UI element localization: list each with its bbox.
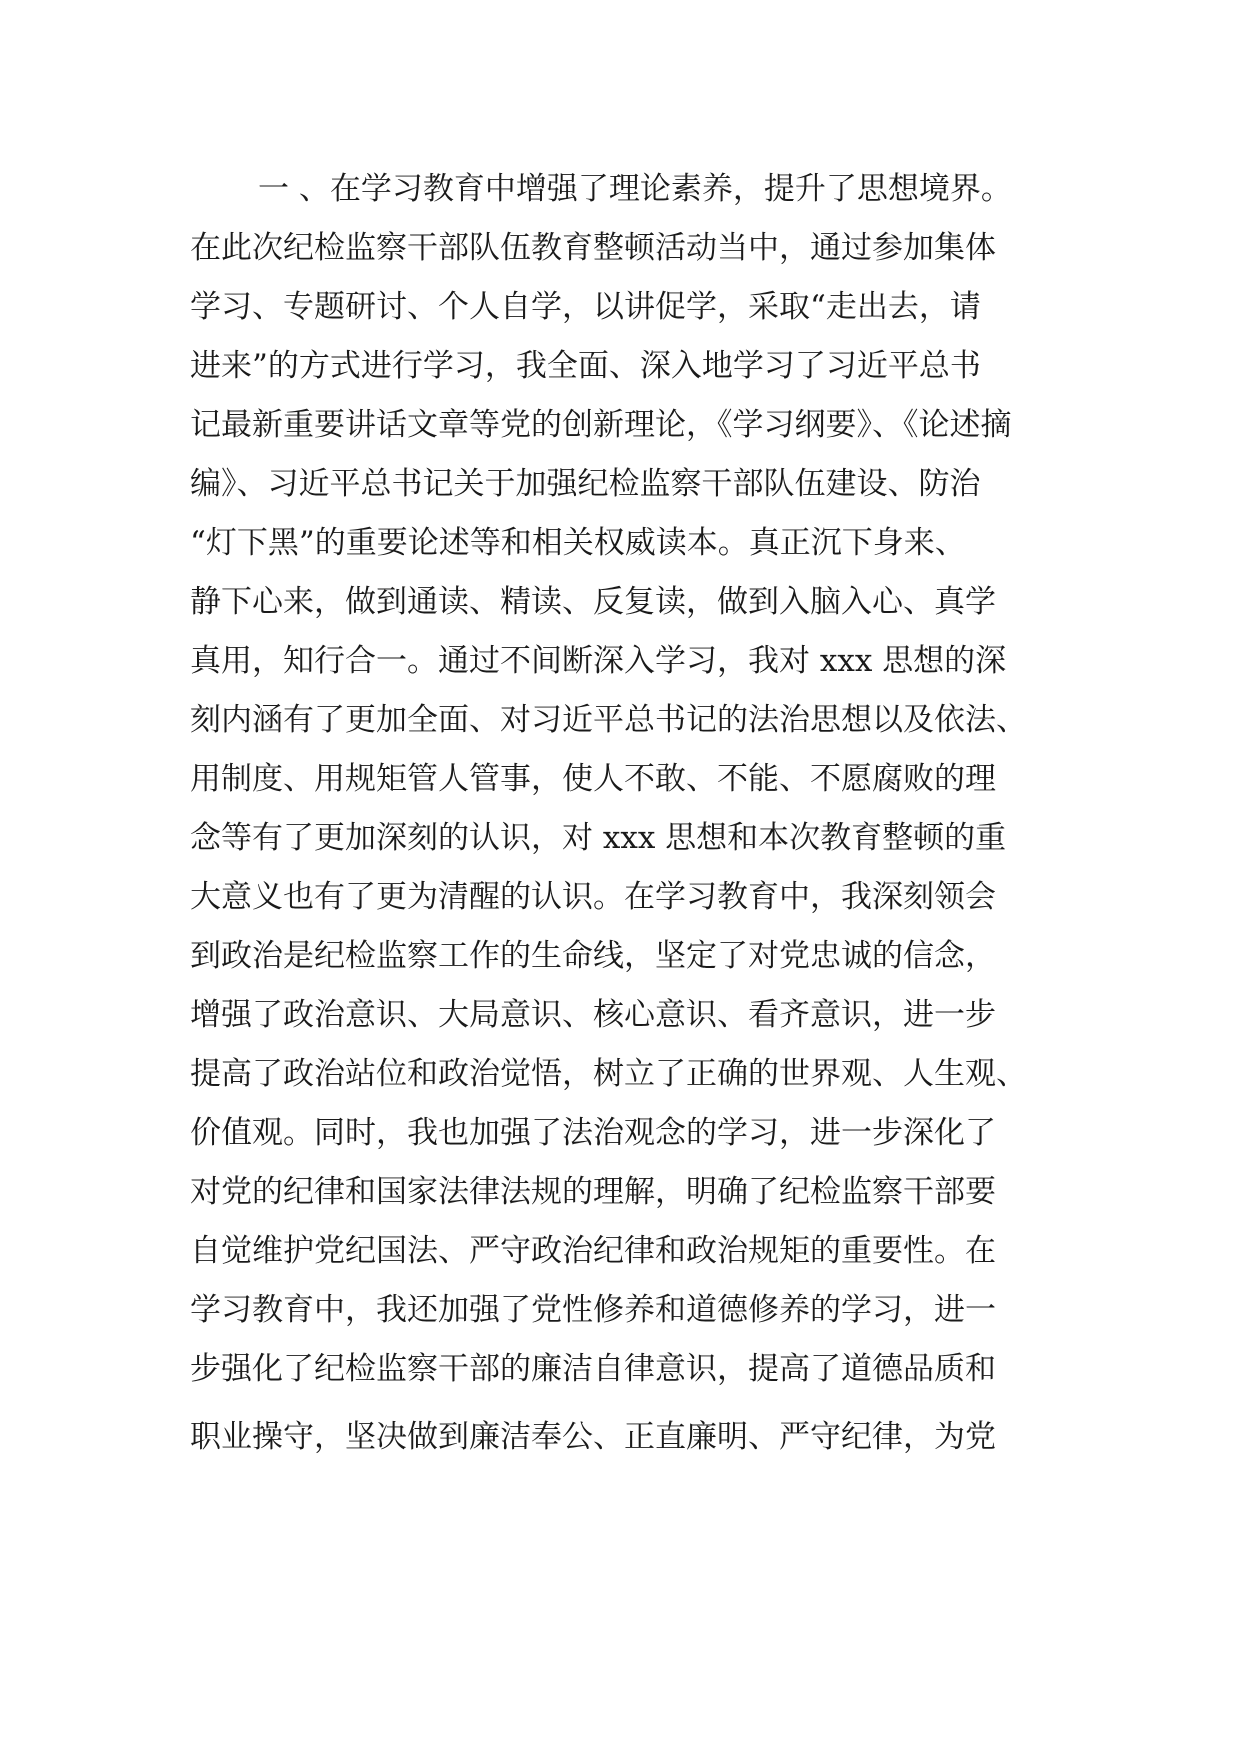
paragraph-line: 自觉维护党纪国法、严守政治纪律和政治规矩的重要性。在 <box>190 1233 996 1269</box>
paragraph-line: 记最新重要讲话文章等党的创新理论，《学习纲要》、《论述摘 <box>190 407 1012 443</box>
paragraph-line: 增强了政治意识、大局意识、核心意识、看齐意识，进一步 <box>190 997 996 1033</box>
paragraph-line: 对党的纪律和国家法律法规的理解，明确了纪检监察干部要 <box>190 1174 996 1210</box>
paragraph-line: 提高了政治站位和政治觉悟，树立了正确的世界观、人生观、 <box>190 1056 1027 1092</box>
paragraph-line: 进来”的方式进行学习，我全面、深入地学习了习近平总书 <box>190 348 981 384</box>
paragraph-line: 编》、习近平总书记关于加强纪检监察干部队伍建设、防治 <box>190 466 981 502</box>
paragraph-line: 到政治是纪检监察工作的生命线，坚定了对党忠诚的信念， <box>190 938 996 974</box>
paragraph-line: 在此次纪检监察干部队伍教育整顿活动当中，通过参加集体 <box>190 230 996 266</box>
paragraph-line: 刻内涵有了更加全面、对习近平总书记的法治思想以及依法、 <box>190 702 1027 738</box>
body-paragraph <box>190 160 1060 1467</box>
paragraph-line: 大意义也有了更为清醒的认识。在学习教育中，我深刻领会 <box>190 879 996 915</box>
paragraph-line: 静下心来，做到通读、精读、反复读，做到入脑入心、真学 <box>190 584 996 620</box>
paragraph-line: 学习、专题研讨、个人自学，以讲促学，采取“走出去，请 <box>190 289 981 325</box>
paragraph-line: 真用，知行合一。通过不间断深入学习，我对 xxx 思想的深 <box>190 643 1007 679</box>
paragraph-line: “灯下黑”的重要论述等和相关权威读本。真正沉下身来、 <box>190 525 966 561</box>
paragraph-line: 学习教育中，我还加强了党性修养和道德修养的学习，进一 <box>190 1292 996 1328</box>
paragraph-line: 一 、在学习教育中增强了理论素养，提升了思想境界。 <box>258 171 1012 207</box>
paragraph-line: 职业操守，坚决做到廉洁奉公、正直廉明、严守纪律，为党 <box>190 1419 996 1455</box>
paragraph-line: 步强化了纪检监察干部的廉洁自律意识，提高了道德品质和 <box>190 1351 996 1387</box>
paragraph-line: 用制度、用规矩管人管事，使人不敢、不能、不愿腐败的理 <box>190 761 996 797</box>
paragraph-line: 念等有了更加深刻的认识，对 xxx 思想和本次教育整顿的重 <box>190 820 1007 856</box>
paragraph-line: 价值观。同时，我也加强了法治观念的学习，进一步深化了 <box>190 1115 996 1151</box>
